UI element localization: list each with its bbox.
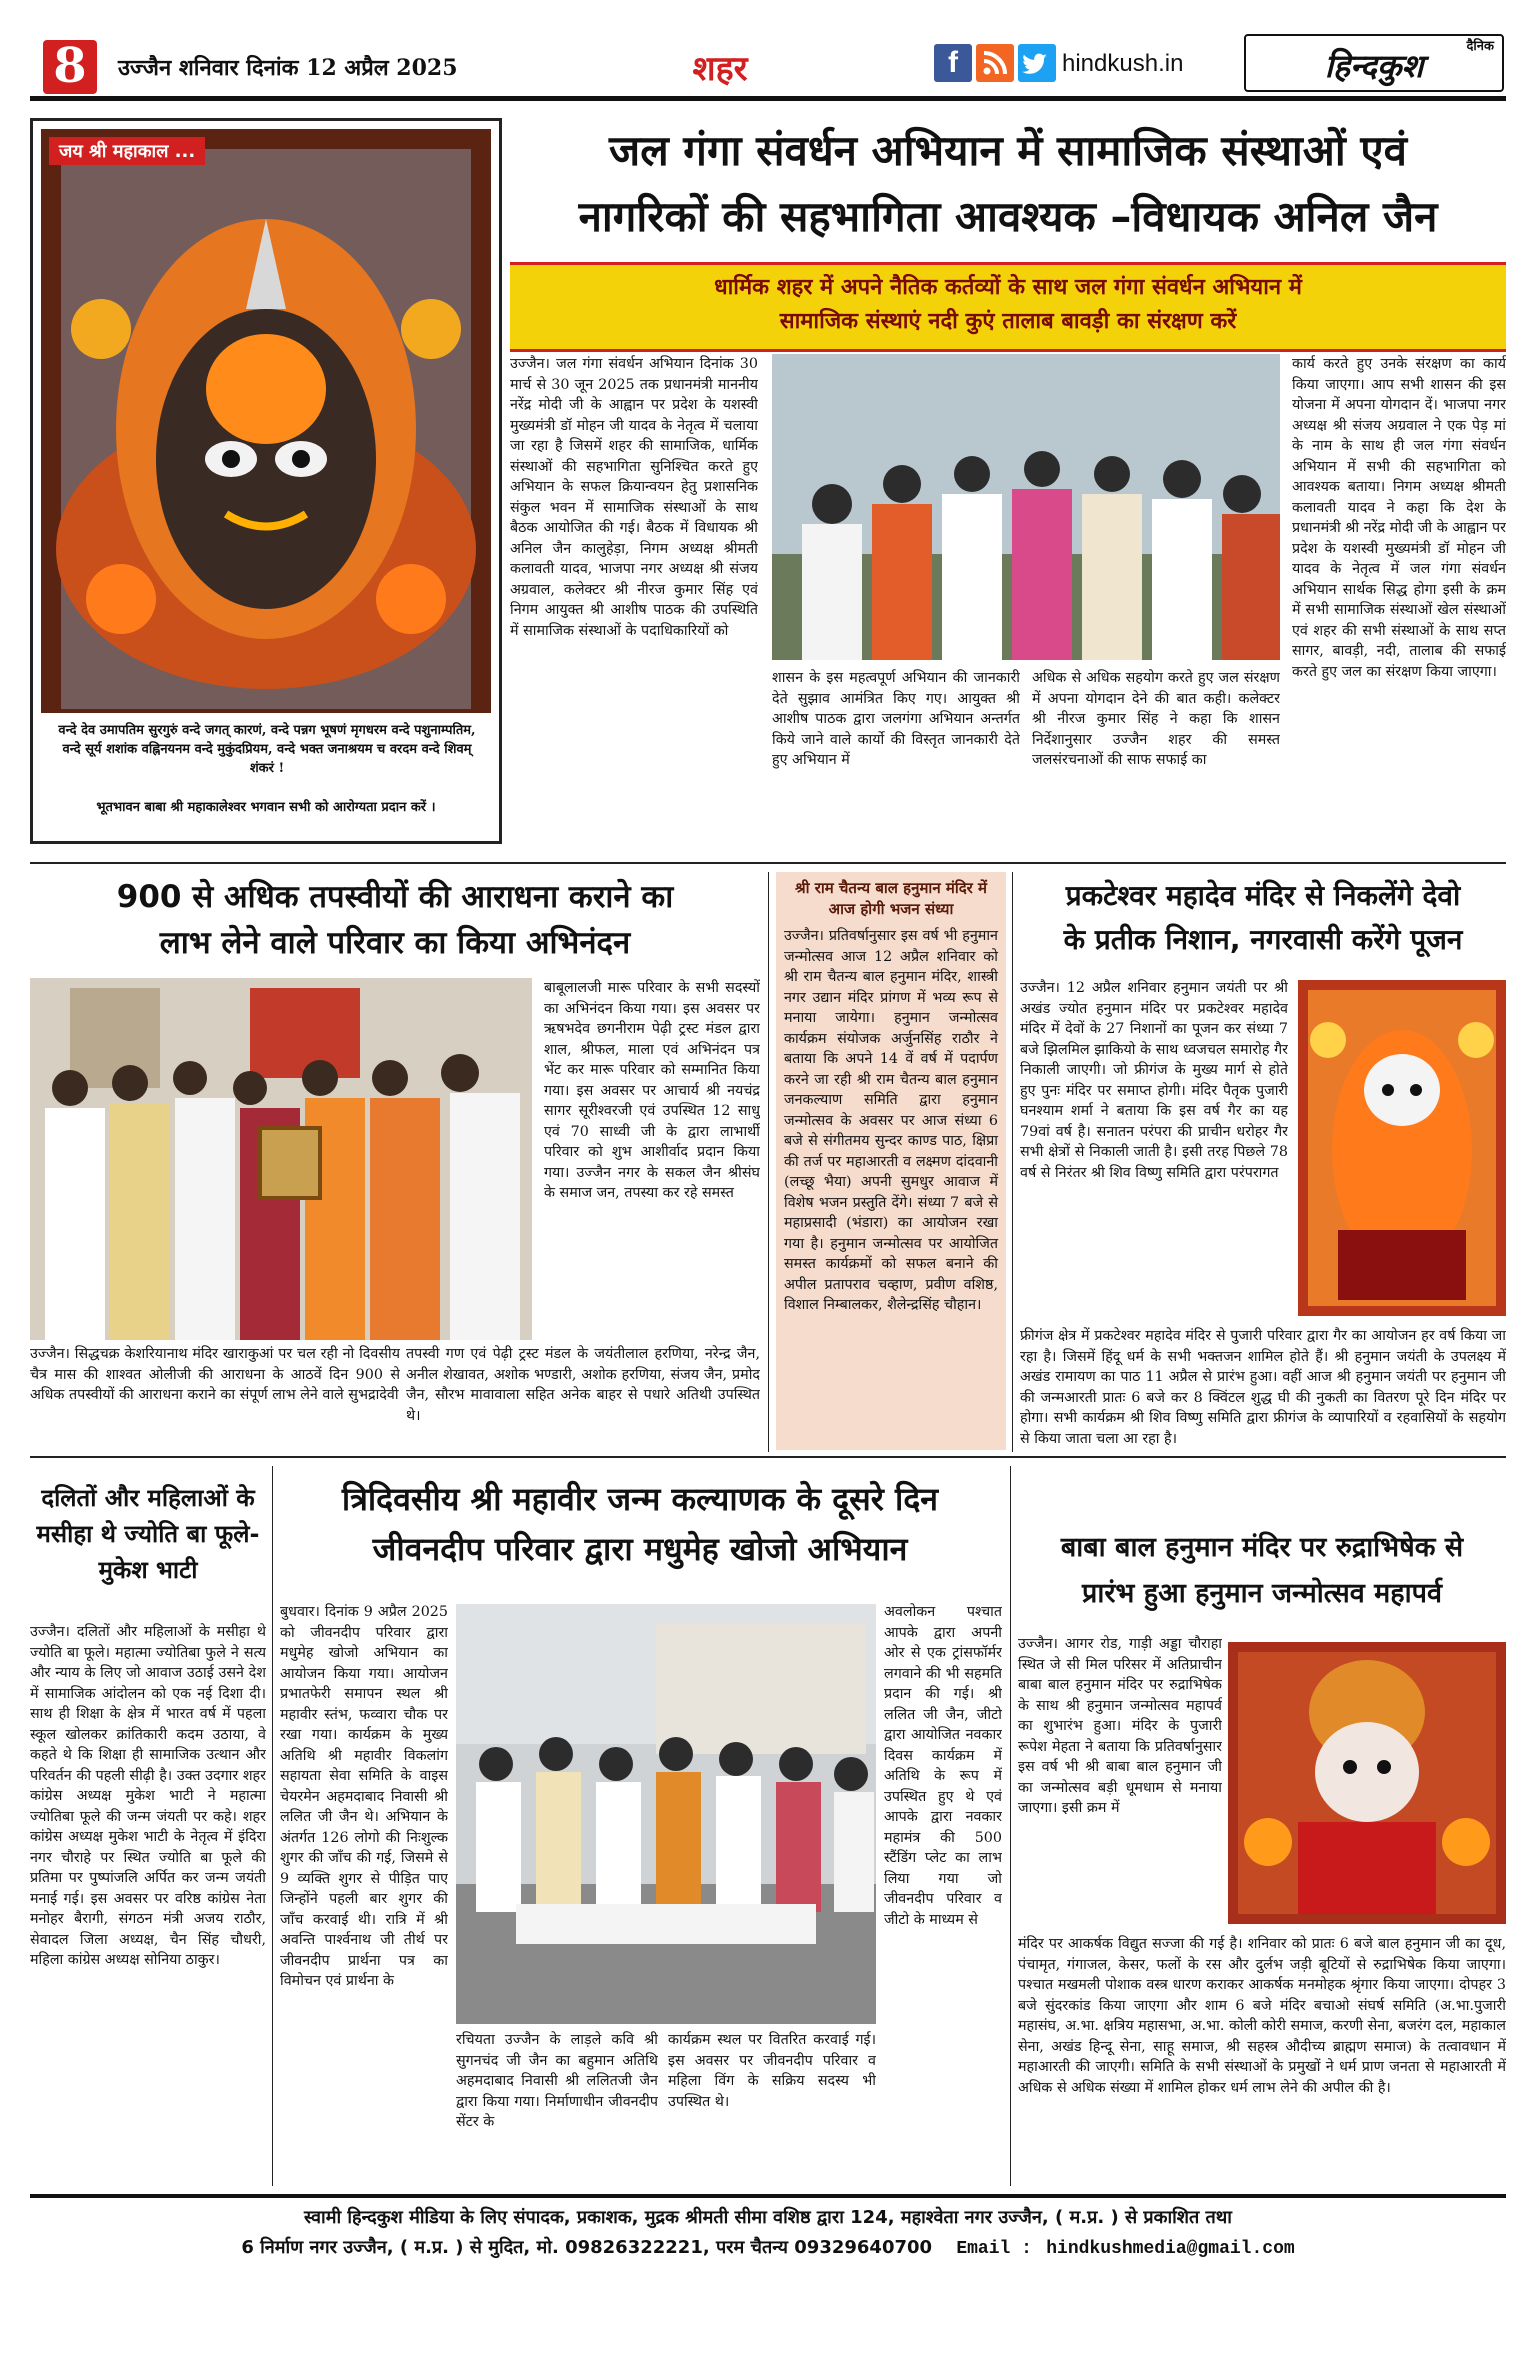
tapasvi-headline-1: 900 से अधिक तपस्वीयों की आराधना कराने का <box>116 879 674 915</box>
lead-col-4: कार्य करते हुए उनके संरक्षण का कार्य किया जाएगा। आप सभी शासन की इस योजना में अपना योगदान दें। भाजपा नगर अध्यक्ष श्री संजय अग्रवाल ने एक पेड़ मां के नाम के साथ ही जल गंगा संवर्धन अभियान में सभी की सहभागिता को आवश्यक बताया। निगम अध्यक्ष श्रीमती कलावती यादव ने कहा कि देश के प्रधानमंत्री श्री नरेंद्र मोदी जी के आह्वान पर प्रदेश के यशस्वी मुख्यमंत्री डॉ मोहन जी यादव के नेतृत्व में जल गंगा संवर्धन अभियान सार्थक सिद्ध होगा इसी के क्रम में सभी सामाजिक संस्थाओं खेल संस्थाओं एवं शहर की सभी संस्थाओं के साथ सप्त सागर, बावड़ी, नदी, तालाब की सफाई करते हुए जल का संरक्षण किया जाएगा। <box>1292 356 1506 680</box>
prakteshwar-headline-2: के प्रतीक निशान, नगरवासी करेंगे पूजन <box>1063 923 1463 956</box>
jyotiba-body: उज्जैन। दलितों और महिलाओं के मसीहा थे ज्योति बा फूले। महात्मा ज्योतिबा फुले ने सत्य और न्याय के लिए जो आवाज उठाई उसने देश में सामाजिक आंदोलन को एक नई दिशा दी। साथ ही शिक्षा के क्षेत्र में भारत वर्ष में पहला स्कूल खोलकर क्रांतिकारी कदम उठाया, वे कहते थे कि शिक्षा ही सामाजिक उत्थान और परिवर्तन की पहली सीढ़ी है। उक्त उदगार शहर कांग्रेस अध्यक्ष मुकेश भाटी ने महात्मा ज्योतिबा फूले की जन्म जंयती पर कहे। शहर कांग्रेस अध्यक्ष मुकेश भाटी के नेतृत्व में इंदिरा नगर चौराहे पर स्थित ज्योति बा फूले की प्रतिमा पर पुष्पांजलि अर्पित कर जन्म जयंती मनाई गई। इस अवसर पर वरिष्ठ कांग्रेस नेता मनोहर बैरागी, संगठन मंत्री अजय राठौर, सेवादल जिला अध्यक्ष, चैन सिंह चौधरी, महिला कांग्रेस अध्यक्ष सोनिया ठाकुर। <box>30 1624 266 1968</box>
facebook-icon[interactable]: f <box>934 44 972 82</box>
section-divider-1 <box>30 862 1506 864</box>
prakteshwar-full: फ्रीगंज क्षेत्र में प्रकटेश्वर महादेव मंदिर से पुजारी परिवार द्वारा गैर का आयोजन हर वर्ष किया जा रहा है। जिसमें हिंदू धर्म के सभी भक्तजन शामिल होते हैं। श्री हनुमान जयंती के उपलक्ष्य में अखंड रामायण का पाठ 11 अप्रैल से प्रारंभ हुआ। वहीं आज श्री हनुमान जयंती पर हनुमान जी की जन्मआरती प्रातः 6 बजे कर 8 क्विंटल शुद्ध घी की नुकती का वितरण पूरे दिन मंदिर पर होगा। सभी कार्यक्रम श्री शिव विष्णु समिति द्वारा फ्रीगंज के व्यापारियों व रहवासियों के सहयोग से किया जाता चला आ रहा है। <box>1020 1328 1506 1447</box>
footer-imprint-1: स्वामी हिन्दकुश मीडिया के लिए संपादक, प्रकाशक, मुद्रक श्रीमती सीमा वशिष्ठ द्वारा 124, महाश्वेता नगर उज्जैन, ( म.प्र. ) से प्रकाशित तथा <box>304 2207 1232 2228</box>
lead-col-3: अधिक से अधिक सहयोग करते हुए जल संरक्षण में अपना योगदान देने की बात कही। कलेक्टर श्री नीरज कुमार सिंह ने कहा कि शासन निर्देशानुसार उज्जैन शहर की समस्त जलसंरचनाओं की साफ सफाई का <box>1032 670 1280 768</box>
brand-logo <box>1244 34 1504 92</box>
tapasvi-photo <box>30 978 532 1340</box>
mahavir-col-bottom-a: रचियता उज्जैन के लाड़ले कवि श्री सुगनचंद जी जैन का बहुमान अतिथि अहमदाबाद निवासी श्री ललितजी जैन द्वारा किया गया। निर्माणाधीन जीवनदीप सेंटर के <box>456 2032 658 2130</box>
dateline: उज्जैन शनिवार दिनांक 12 अप्रैल 2025 <box>118 55 458 81</box>
bhajan-headline: श्री राम चैतन्य बाल हनुमान मंदिर में आज होगी भजन संध्या <box>794 879 988 918</box>
mahakal-mantra: वन्दे देव उमापतिम सुरगुरुं वन्दे जगत् कारणं, वन्दे पन्नग भूषणं मृगधरम वन्दे पशुनाम्पतिम, वन्दे सूर्य शशांक वह्निनयनम वन्दे मुकुंदप्रियम, वन्दे भक्त जनाश्रयम च वरदम वन्दे शिवम् शंकरं ! <box>58 723 476 776</box>
balhanuman-headline-2: प्रारंभ हुआ हनुमान जन्मोत्सव महापर्व <box>1082 1578 1442 1609</box>
page-number: 8 <box>53 38 87 94</box>
prakteshwar-headline-1: प्रकटेश्वर महादेव मंदिर से निकलेंगे देवो <box>1065 879 1461 912</box>
masthead-rule <box>30 96 1506 101</box>
twitter-icon[interactable] <box>1018 44 1056 82</box>
footer-imprint-2 <box>30 2234 1506 2263</box>
vertical-divider-d <box>1010 1466 1011 2186</box>
footer-rule <box>30 2194 1506 2198</box>
footer-email-label: Email : <box>956 2239 1032 2259</box>
footer-imprint-contact: 6 निर्माण नगर उज्जैन, ( म.प्र. ) से मुदित, मो. 09826322221, परम चैतन्य 09329640700 <box>241 2237 933 2258</box>
lead-subhead-1: धार्मिक शहर में अपने नैतिक कर्तव्यों के साथ जल गंगा संवर्धन अभियान में <box>714 275 1302 300</box>
lead-col-2: शासन के इस महत्वपूर्ण अभियान की जानकारी देते सुझाव आमंत्रित किए गए। आयुक्त श्री आशीष पाठक द्वारा जलगंगा अभियान अन्तर्गत किये जाने वाले कार्यो की विस्तृत जानकारी देते हुए अभियान में <box>772 670 1020 768</box>
lead-headline-1: जल गंगा संवर्धन अभियान में सामाजिक संस्थाओं एवं <box>609 126 1407 175</box>
bhajan-box <box>776 872 1006 1450</box>
balhanuman-headline-1: बाबा बाल हनुमान मंदिर पर रुद्राभिषेक से <box>1060 1532 1464 1563</box>
brand-name: हिन्दकुश <box>1324 47 1424 85</box>
lead-headline-2: नागरिकों की सहभागिता आवश्यक –विधायक अनिल जैन <box>578 192 1438 241</box>
footer-email[interactable]: hindkushmedia@gmail.com <box>1046 2239 1295 2259</box>
mahavir-col-left: बुधवार। दिनांक 9 अप्रैल 2025 को जीवनदीप परिवार द्वारा मधुमेह खोजो अभियान का आयोजन किया गया। आयोजन प्रभातफेरी समापन स्थल श्री महावीर स्तंभ, फव्वारा चौक पर रखा गया। कार्यक्रम के मुख्य अतिथि श्री महावीर विकलांग सहायता सेवा समिति के वाइस चेयरमेन अहमदाबाद निवासी श्री ललित जी जैन थे। अभियान के अंतर्गत 126 लोगो की निःशुल्क शुगर की जाँच की गई, जिसमे से 9 व्यक्ति शुगर से पीड़ित पाए जिन्होंने पहली बार शुगर की जाँच करवाई थी। रात्रि में श्री अवन्ति पार्श्वनाथ जी तीर्थ पर जीवनदीप प्रार्थना पत्र का विमोचन एवं प्रार्थना के <box>280 1604 448 1989</box>
prakteshwar-col: उज्जैन। 12 अप्रैल शनिवार हनुमान जयंती पर श्री अखंड ज्योत हनुमान मंदिर पर प्रकटेश्वर महादेव मंदिर में देवों के 27 निशानों का पूजन कर संध्या 7 बजे झिलमिल झाकियो के साथ ध्वजचल समारोह गैर निकाली जाएगी। जो फ्रीगंज के मुख्य मार्ग से होते हुए पुनः मंदिर पर समाप्त होगी। मंदिर पैतृक पुजारी घनश्याम शर्मा ने बताया कि इस वर्ष गैर का यह 79वां वर्ष है। सनातन परंपरा की प्राचीन धरोहर गैर सभी क्षेत्रों से निकाली जाती है। इसी तरह पिछले 78 वर्ष से निरंतर श्री शिव विष्णु समिति द्वारा परंपरागत <box>1020 980 1288 1181</box>
masthead <box>0 0 1536 100</box>
tapasvi-headline-2: लाभ लेने वाले परिवार का किया अभिनंदन <box>159 925 631 961</box>
mahakal-banner: जय श्री महाकाल ... <box>49 137 205 165</box>
tapasvi-bottom-left: उज्जैन। सिद्धचक्र केशरियानाथ मंदिर खाराकुआं पर चल रही नो दिवसीय चैत्र मास की शाश्वत ओलीजी की आराधना के आठवें दिन 900 से अधिक तपस्वीयों की आराधना कराने का संपूर्ण लाभ लेने वाले सुभद्रादेवी <box>30 1346 400 1403</box>
mahavir-col-bottom-b: कार्यक्रम स्थल पर वितरित करवाई गई। इस अवसर पर जीवनदीप परिवार व महिला विंग के सक्रिय सदस्य भी उपस्थित थे। <box>668 2032 876 2110</box>
balhanuman-full: मंदिर पर आकर्षक विद्युत सज्जा की गई है। शनिवार को प्रातः 6 बजे बाल हनुमान जी का दूध, पंचामृत, गंगाजल, केसर, फलों के रस और दुर्लभ जड़ी बूटियों से रुद्राभिषेक किया जाएगा। पश्चात मखमली पोशाक वस्त्र धारण कराकर आकर्षक मनमोहक श्रृंगार किया जाएगा। दोपहर 3 बजे सुंदरकांड किया जाएगा और शाम 6 बजे मंदिर बचाओ संघर्ष समिति (अ.भा.पुजारी महासंघ, अ.भा. क्षत्रिय महासभा, अ.भा. कोली कोरी समाज, करणी सेना, बजरंग दल, महाकाल सेना, अखंड हिन्दू सेना, साहू समाज, श्री सहस्त्र औदीच्य ब्राह्मण समाज) के तत्वावधान में महाआरती की जाएगी। समिति के सभी संस्थाओं के प्रमुखों ने धर्म प्राण जनता से महाआरती में अधिक से अधिक संख्या में शामिल होकर धर्म लाभ लेने की अपील की है। <box>1018 1936 1506 2096</box>
section-divider-2 <box>30 1456 1506 1458</box>
lead-subhead-2: सामाजिक संस्थाएं नदी कुएं तालाब बावड़ी का संरक्षण करें <box>779 309 1237 334</box>
prakteshwar-photo <box>1298 980 1506 1316</box>
rss-icon[interactable] <box>976 44 1014 82</box>
jyotiba-headline: दलितों और महिलाओं के मसीहा थे ज्योति बा फूले- मुकेश भाटी <box>36 1484 260 1584</box>
balhanuman-col: उज्जैन। आगर रोड, गाड़ी अड्डा चौराहा स्थित जे सी मिल परिसर में अतिप्राचीन बाबा बाल हनुमान मंदिर पर रुद्राभिषेक के साथ श्री हनुमान जन्मोत्सव महापर्व का शुभारंभ हुआ। मंदिर के पुजारी रूपेश मेहता ने बताया कि प्रतिवर्षानुसार इस वर्ष भी श्री बाबा बाल हनुमान जी का जन्मोत्सव बड़ी धूमधाम से मनाया जाएगा। इसी क्रम में <box>1018 1636 1222 1816</box>
lead-col-1: उज्जैन। जल गंगा संवर्धन अभियान दिनांक 30 मार्च से 30 जून 2025 तक प्रधानमंत्री माननीय नरेंद्र मोदी जी के आह्वान पर प्रदेश के यशस्वी मुख्यमंत्री डॉ मोहन जी यादव के नेतृत्व में चलाया जा रहा है जिसमें शहर की सामाजिक, धार्मिक संस्थाओं की सहभागिता सुनिश्चित करते हुए अभियान के सफल क्रियान्वयन हेतु प्रशासनिक संकुल भवन में सामाजिक संस्थाओं के साथ बैठक आयोजित की गई। बैठक में विधायक श्री अनिल जैन कालुहेड़ा, निगम अध्यक्ष श्रीमती कलावती यादव, भाजपा नगर अध्यक्ष श्री संजय अग्रवाल, कलेक्टर श्री नीरज कुमार सिंह एवं निगम आयुक्त श्री आशीष पाठक की उपस्थिति में सामाजिक संस्थाओं के पदाधिकारियों को <box>510 356 758 639</box>
tapasvi-bottom-right: तपस्वी गण एवं पेढ़ी ट्रस्ट मंडल के जयंतीलाल हरणिया, नरेन्द्र जैन, अनील शेखावत, अशोक भण्डारी, अशोक हरणिया, संजय जैन, प्रमोद जैन, सौरभ मावावाला सहित अनेक बाहर से पधारे अतिथी उपस्थित थे। <box>406 1346 760 1424</box>
vertical-divider-a <box>768 872 769 1452</box>
mahakal-blessing: भूतभावन बाबा श्री महाकालेश्वर भगवान सभी को आरोग्यता प्रदान करें । <box>96 800 436 815</box>
lead-photo <box>772 354 1280 660</box>
mahakal-box <box>30 118 502 844</box>
mahavir-photo <box>456 1604 876 2024</box>
mahavir-headline-1: त्रिदिवसीय श्री महावीर जन्म कल्याणक के दूसरे दिन <box>341 1480 939 1518</box>
mahavir-col-right: अवलोकन पश्चात आपके द्वारा अपनी ओर से एक ट्रांसफॉर्मर लगवाने की भी सहमति प्रदान की गई। श्री ललित जी जैन, जीटो द्वारा आयोजित नवकार दिवस कार्यक्रम में अतिथि के रूप में उपस्थित हुए थे एवं आपके द्वारा नवकार महामंत्र की 500 स्टैंडिंग प्लेट का लाभ लिया गया जो जीवनदीप परिवार व जीटो के माध्यम से <box>884 1604 1002 1928</box>
tapasvi-col-right: बाबूलालजी मारू परिवार के सभी सदस्यों का अभिनंदन किया गया। इस अवसर पर ऋषभदेव छगनीराम पेढ़ी ट्रस्ट मंडल द्वारा शाल, श्रीफल, माला एवं अभिनंदन पत्र भेंट कर मारू परिवार को सम्मानित किया गया। इस अवसर पर आचार्य श्री नयचंद्र सागर सूरीश्वरजी एवं उपस्थित 12 साधु एवं 70 साध्वी जी के द्वारा लाभार्थी परिवार को शुभ आशीर्वाद प्रदान किया गया। उज्जैन नगर के सकल जैन श्रीसंघ के समाज जन, तपस्या कर रहे समस्त <box>544 980 760 1201</box>
mahavir-headline-2: जीवनदीप परिवार द्वारा मधुमेह खोजो अभियान <box>372 1530 908 1568</box>
section-title: शहर <box>692 49 748 89</box>
mahakal-photo <box>41 129 491 713</box>
vertical-divider-c <box>272 1466 273 2186</box>
brand-small: दैनिक <box>1466 39 1494 54</box>
balhanuman-photo <box>1228 1642 1506 1924</box>
vertical-divider-b <box>1012 872 1013 1452</box>
bhajan-body: उज्जैन। प्रतिवर्षानुसार इस वर्ष भी हनुमान जन्मोत्सव आज 12 अप्रैल शनिवार को श्री राम चैतन्य बाल हनुमान मंदिर, शास्त्री नगर उद्यान मंदिर प्रांगण में भव्य रूप से मनाया जायेगा। हनुमान जन्मोत्सव कार्यक्रम संयोजक अर्जुनसिंह राठौर ने बताया कि अपने 14 वें वर्ष में पदार्पण करने जा रही श्री राम चैतन्य बाल हनुमान जनकल्याण समिति द्वारा हनुमान जन्मोत्सव के अवसर पर आज संध्या 6 बजे से संगीतमय सुन्दर काण्ड पाठ, क्षिप्रा की तर्ज पर महाआरती व लक्ष्मण दांदवानी (लच्छू भैया) अपनी सुमधुर आवाज में विशेष भजन प्रस्तुति देंगे। संध्या 7 बजे से महाप्रसादी (भंडारा) का आयोजन रखा गया है। हनुमान जन्मोत्सव पर आयोजित समस्त कार्यक्रमों को सफल बनाने की अपील प्रतापराव चव्हाण, प्रवीण वशिष्ठ, विशाल निम्बालकर, शैलेन्द्रसिंह चौहान। <box>784 928 998 1313</box>
lead-subhead-box <box>510 262 1506 352</box>
website-link[interactable]: hindkush.in <box>1062 50 1184 77</box>
